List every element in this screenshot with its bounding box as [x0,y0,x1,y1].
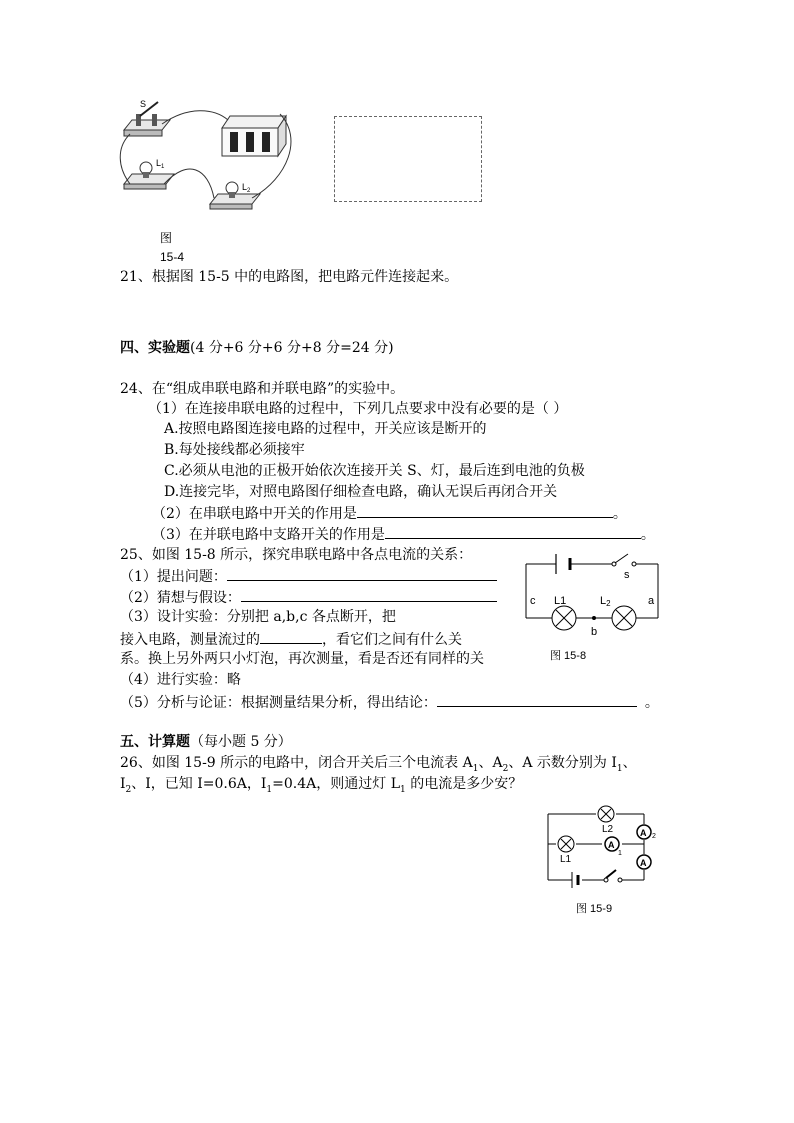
figure-15-9-parallel-circuit [540,800,660,920]
fig-15-9-ammeter-a2: A [640,828,647,838]
question-26-line-2: $I_2$、I，已知 I=0.6A，$I_1=0.4A$，则通过灯 $L_1$ 的电流是多少安？ [120,776,523,795]
fig-15-4-label-s: S [140,99,147,109]
question-24-stem: 24、在“组成串联电路和并联电路”的实验中。 [120,381,405,397]
question-25-part-5: （5）分析与论证：根据测量结果分析，得出结论： 。 [120,692,659,712]
question-24-option-a: A.按照电路图连接电路的过程中，开关应该是断开的 [164,421,487,437]
question-25-part-4: （4）进行实验：略 [120,672,241,688]
fig-15-9-label-l2: L2 [602,824,614,835]
section-5-title: 五、计算题 [120,734,190,750]
question-21: 21、根据图 15-5 中的电路图，把电路元件连接起来。 [120,269,459,285]
figure-15-8-series-circuit [520,542,670,662]
question-25-part-3-line-3: 系。换上另外两只小灯泡，再次测量，看是否还有同样的关 [120,651,484,667]
question-26-line-1: 26、如图 15-9 所示的电路中，闭合开关后三个电流表 $A_1$、$A_2$、A 示数分别为 $I_1$、 [120,755,637,774]
figure-15-4-physical-circuit [118,98,298,218]
fig-15-8-label-b: b [591,626,598,638]
question-25-stem: 25、如图 15-8 所示，探究串联电路中各点电流的关系： [120,547,473,563]
section-4-heading [120,339,394,357]
question-25-part-3-line-2: 接入电路，测量流过的 ，看它们之间有什么关 [120,629,462,649]
fig-15-8-caption: 图 15-8 [550,650,587,662]
fig-15-8-label-c: c [530,595,536,607]
fig-15-8-label-l1: L1 [554,595,567,607]
question-24-option-b: B.每处接线都必须接牢 [164,442,305,458]
fig-15-9-ammeter-a1-sub: 1 [618,850,622,857]
answer-blank-24-3[interactable] [385,524,641,539]
question-25-part-3-line-1: （3）设计实验：分别把 a,b,c 各点断开，把 [120,609,396,625]
question-24-option-c: C.必须从电池的正极开始依次连接开关 S、灯，最后连到电池的负极 [164,463,585,479]
answer-blank-25-3[interactable] [260,629,322,644]
fig-15-9-ammeter-a2-sub: 2 [652,833,656,840]
fig-15-9-ammeter-a: A [640,858,647,868]
section-5-points: （每小题 5 分） [190,734,292,750]
question-24-part-3: （3）在并联电路中支路开关的作用是 。 [152,524,655,544]
fig-15-4-caption-a: 图 [160,231,173,245]
question-24-part-2: （2）在串联电路中开关的作用是 。 [152,503,627,523]
fig-15-8-label-l2: L2 [600,595,611,608]
question-25-part-1: （1）提出问题： [120,566,497,586]
fig-15-9-ammeter-a1: A [608,840,615,850]
fig-15-8-label-s: s [624,569,630,581]
answer-blank-25-2[interactable] [241,587,497,602]
fig-15-9-caption: 图 15-9 [576,903,613,915]
question-24-option-d: D.连接完毕，对照电路图仔细检查电路，确认无误后再闭合开关 [164,484,558,500]
fig-15-4-label-l2: $L_2$ [242,182,251,194]
answer-blank-25-5[interactable] [437,692,637,707]
question-24-part-1: （1）在连接串联电路的过程中，下列几点要求中没有必要的是（ ） [148,401,568,417]
fig-15-4-answer-box [334,116,482,202]
question-25-part-2: （2）猜想与假设： [120,587,497,607]
fig-15-8-label-a: a [648,595,655,607]
fig-15-9-label-l1: L1 [560,854,572,865]
fig-15-4-caption-b: 15-4 [160,250,185,264]
section-5-heading [120,733,292,751]
fig-15-4-label-l1: $L_1$ [156,158,165,170]
section-4-title: 四、实验题 [120,340,190,356]
answer-blank-25-1[interactable] [227,566,497,581]
section-4-points: (4 分+6 分+6 分+8 分=24 分) [190,340,394,356]
answer-blank-24-2[interactable] [357,503,613,518]
